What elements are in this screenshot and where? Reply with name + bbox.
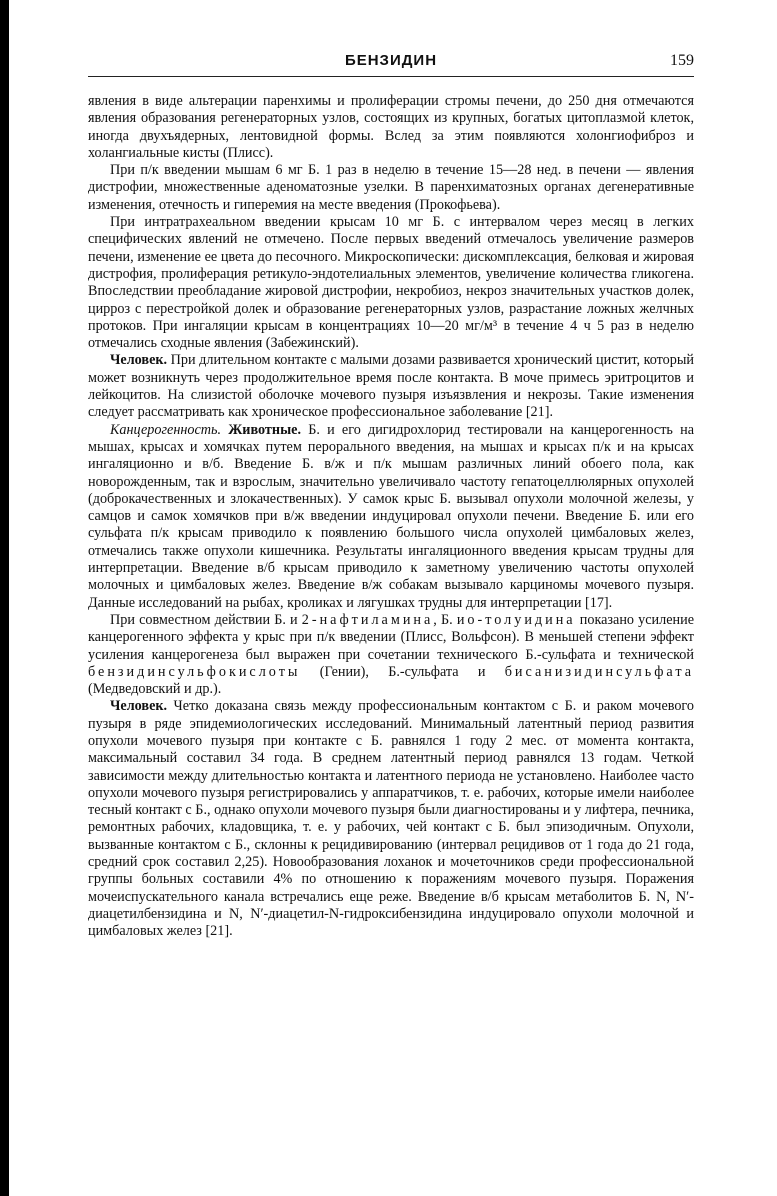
paragraph-combined-action	[88, 612, 694, 698]
text-run: , Б.	[433, 611, 457, 628]
paragraph-text: Четко доказана связь между профессиональным контактом с Б. и раком мочевого пузыря в ряде эпидемиологических исследований. Минимальный латентный период развития опухоли мочевого пузыря при контакте с Б. равнялся 1 году 2 мес. от момента контакта, максимальный составил 34 года. В среднем латентный период равнялся 13 годам. Четкой зависимости между длительностью контакта и латентного периода не установлено. Наиболее часто опухоли мочевого пузыря регистрировались у аппаратчиков, т. е. рабочих, которые имели наиболее тесный контакт с Б., однако опухоли мочевого пузыря были диагностированы и у лифтера, печника, ремонтных рабочих, кладовщика, т. е. у рабочих, чей контакт с Б. был эпизодичным. Опухоли, вызванные контактом с Б., склонны к рецидивированию (интервал рецидивов от 1 года до 21 года, средний срок составил 2,25). Новообразования лоханок и мочеточников среди профессиональной группы больных составили 4% по отношению к поражениям мочевого пузыря. Поражения мочеиспускательного канала встречались еще реже. Введение в/б крысам метаболитов Б. N, N′-диацетилбензидина и N, N′-диацетил-N-гидроксибензидина индуцировало опухоли молочной и цимбаловых желез [21].	[88, 698, 694, 940]
run-in-heading-human: Человек.	[110, 698, 168, 715]
text-run: (Гении), Б.-сульфата и	[300, 663, 505, 680]
run-in-heading-animals: Животные.	[228, 421, 301, 438]
page-title: БЕНЗИДИН	[344, 52, 438, 69]
paragraph-alteration	[88, 93, 694, 162]
paragraph-mice-sc	[88, 162, 694, 214]
run-in-heading-human: Человек.	[110, 352, 168, 369]
spaced-term: бисанизидинсульфата	[504, 663, 694, 680]
page-number: 159	[670, 52, 694, 69]
text-run: показано усиление канцерогенного эффекта у крыс при п/к введении (Плисс, Вольфсон). В меньшей степени эффект усиления канцерогенеза был выражен при сочетании технического Б.-сульфата и технической	[88, 611, 694, 663]
paragraph-intratracheal	[88, 214, 694, 352]
paragraph-text: Б. и его дигидрохлорид тестировали на канцерогенность на мышах, крысах и хомячках путем перорального введения, на мышах и крысах п/к и на крысах ингаляционно и в/б. Введение Б. в/ж и п/к мышам различных линий обоего пола, как новорожденным, так и взрослым, значительно увеличивало частоту гепатоцеллюлярных опухолей (доброкачественных и злокачественных). У самок крыс Б. вызывал опухоли молочной железы, у самцов и самок хомячков при в/ж введении индуцировал опухоли печени. Введение Б. или его сульфата п/к крысам приводило к появлению большого числа опухолей цимбаловых желез, отмечались также опухоли кишечника. Результаты ингаляционного введения крысам трудны для интерпретации. Введение в/б крысам приводило к заметному увеличению частоты опухолей молочных и цимбаловых желез. Введение в/ж собакам вызывало карциномы мочевого пузыря. Данные исследований на рыбах, кроликах и лягушках трудны для интерпретации [17].	[88, 421, 694, 611]
paragraph-human-cancer	[88, 698, 694, 940]
paragraph-text: При длительном контакте с малыми дозами развивается хронический цистит, который может возникнуть через продолжительное время после контакта. В моче примесь эритроцитов и лейкоцитов. На слизистой оболочке мочевого пузыря изъязвления и некрозы. Такие изменения следует рассматривать как хроническое профессиональное заболевание [21].	[88, 352, 694, 421]
paragraph-carcinogenicity	[88, 422, 694, 612]
run-in-heading-carcinogenicity: Канцерогенность.	[110, 421, 229, 438]
paragraph-text: При п/к введении мышам 6 мг Б. 1 раз в неделю в течение 15—28 нед. в печени — явления дистрофии, множественные аденоматозные узелки. В паренхиматозных органах дегенеративные изменения, отечность и гиперемия на месте введения (Прокофьева).	[88, 162, 694, 213]
paragraph-text: При интратрахеальном введении крысам 10 мг Б. с интервалом через месяц в легких специфических явлений не отмечено. После первых введений отмечалось увеличение размеров печени, изменение ее цвета до песочного. Микроскопически: дискомплексация, белковая и жировая дистрофия, пролиферация ретикуло-эндотелиальных элементов, увеличение количества гликогена. Впоследствии преобладание жировой дистрофии, некробиоз, некроз значительных участков долек, цирроз с перестройкой долек и образование регенераторных узлов, разрастание ложных желчных протоков. При ингаляции крысам в концентрациях 10—20 мг/м³ в течение 4 ч 5 раз в неделю отмечались сходные явления (Забежинский).	[88, 214, 694, 352]
text-run: При совместном действии Б. и	[110, 611, 302, 628]
header-rule	[88, 76, 694, 77]
text-run: (Медведовский и др.).	[88, 681, 222, 698]
spaced-term: 2-нафтиламина	[301, 611, 434, 628]
article-body	[88, 93, 694, 941]
spaced-term: ио-толуидина	[456, 611, 576, 628]
paragraph-text: явления в виде альтерации паренхимы и пролиферации стромы печени, до 250 дня отмечаются явления образования регенераторных узлов, состоящих из крупных, богатых цитоплазмой клеток, иногда двухъядерных, лентовидной формы. Вслед за этим появляются холонгиофиброз и холангиальные кисты (Плисс).	[88, 93, 694, 161]
spaced-term: бензидинсульфокислоты	[88, 663, 301, 680]
paragraph-human-chronic	[88, 352, 694, 421]
page-spine-edge	[0, 0, 9, 1196]
